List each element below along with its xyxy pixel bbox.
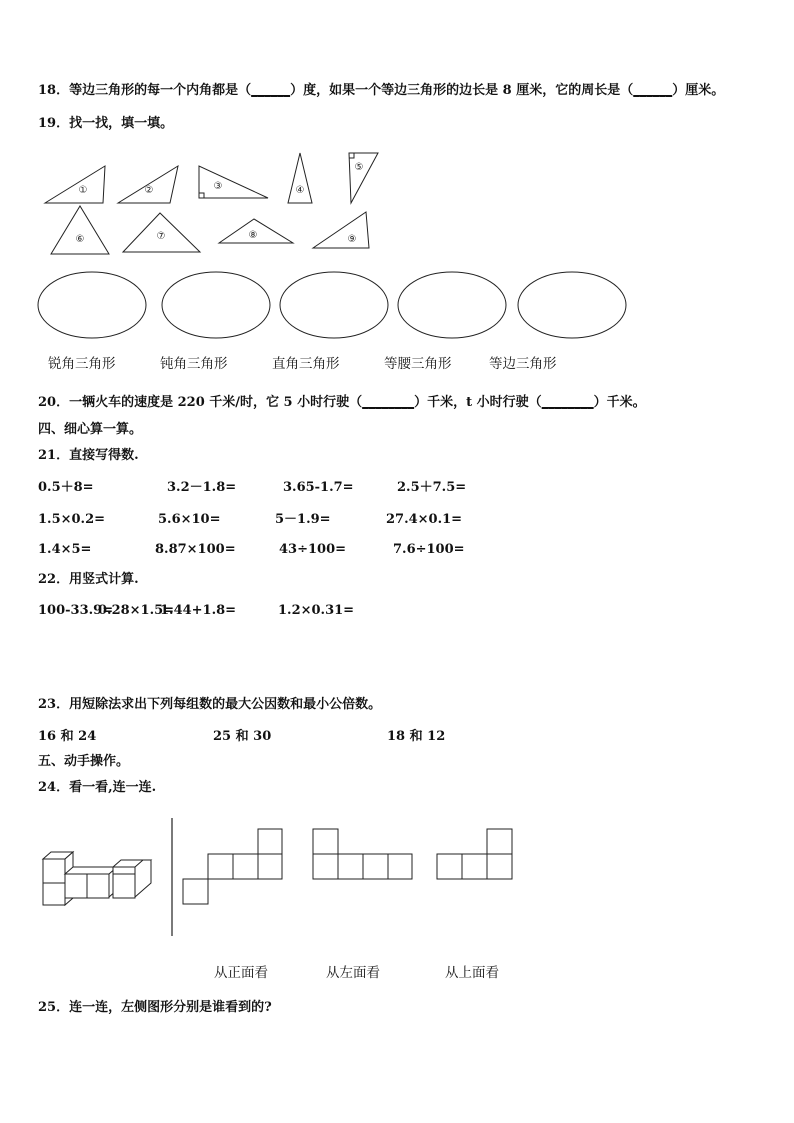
category-label: 锐角三角形 — [48, 356, 116, 372]
calc-item: 3.65-1.7= — [283, 480, 354, 495]
vertical-calc-item: 1.2×0.31= — [278, 603, 355, 618]
answer-blank[interactable]: ______ — [633, 83, 673, 98]
question-title: 看一看,连一连. — [69, 780, 157, 795]
question-title: 用竖式计算. — [69, 572, 139, 587]
calc-item: 1.4×5= — [38, 542, 92, 557]
question-title: 直接写得数. — [69, 448, 139, 463]
calc-item: 5－1.9= — [275, 512, 331, 527]
answer-blank[interactable]: ________ — [541, 395, 594, 410]
triangle-label: ⑧ — [248, 230, 258, 241]
question-text: ）千米，t 小时行驶（ — [414, 395, 542, 410]
view-grid-1 — [183, 829, 282, 904]
triangle-label: ④ — [295, 185, 305, 196]
category-label: 钝角三角形 — [160, 356, 228, 372]
view-grid-2 — [313, 829, 412, 879]
view-label: 从左面看 — [326, 965, 380, 981]
category-label: 直角三角形 — [272, 356, 340, 372]
answer-blank[interactable]: ________ — [362, 395, 415, 410]
triangle-label: ① — [78, 185, 88, 196]
question-number: 19． — [38, 116, 70, 131]
question-number: 25． — [38, 1000, 70, 1015]
vertical-calc-item: 0.28×1.5= — [98, 603, 175, 618]
view-label: 从正面看 — [214, 965, 268, 981]
number-pair: 18 和 12 — [387, 729, 446, 744]
calc-item: 1.5×0.2= — [38, 512, 106, 527]
section-heading: 五、动手操作。 — [38, 754, 130, 769]
vertical-calc-item: 100-33.9= — [38, 603, 114, 618]
number-pair: 16 和 24 — [38, 729, 97, 744]
triangle-label: ⑦ — [156, 231, 166, 242]
calc-item: 27.4×0.1= — [386, 512, 463, 527]
triangle-label: ③ — [213, 181, 223, 192]
calc-item: 5.6×10= — [158, 512, 221, 527]
question-title: 找一找，填一填。 — [69, 116, 174, 131]
question-text: ）度，如果一个等边三角形的边长是 8 厘米，它的周长是（ — [290, 83, 634, 98]
calc-item: 43÷100= — [279, 542, 347, 557]
calc-item: 0.5＋8= — [38, 480, 94, 495]
category-label: 等边三角形 — [489, 356, 557, 372]
cube-solid — [43, 852, 151, 905]
question-title: 连一连，左侧图形分别是谁看到的? — [69, 1000, 272, 1015]
calc-item: 8.87×100= — [155, 542, 236, 557]
question-text: ）千米。 — [593, 395, 646, 410]
question-number: 21． — [38, 448, 70, 463]
vertical-calc-item: 1.44+1.8= — [160, 603, 237, 618]
question-25 — [38, 1000, 272, 1016]
triangle-label: ⑥ — [75, 234, 85, 245]
question-text: 等边三角形的每一个内角都是（ — [69, 83, 252, 98]
calc-item: 2.5＋7.5= — [397, 480, 467, 495]
number-pair: 25 和 30 — [213, 729, 272, 744]
question-number: 22． — [38, 572, 70, 587]
question-number: 20． — [38, 395, 70, 410]
question-title: 用短除法求出下列每组数的最大公因数和最小公倍数。 — [69, 697, 382, 712]
calc-item: 3.2－1.8= — [167, 480, 237, 495]
question-number: 24． — [38, 780, 70, 795]
triangle-label: ⑨ — [347, 234, 357, 245]
view-grid-3 — [437, 829, 512, 879]
question-text: ）厘米。 — [672, 83, 725, 98]
section-heading: 四、细心算一算。 — [38, 422, 143, 437]
triangle-label: ② — [144, 185, 154, 196]
triangle-label: ⑤ — [354, 162, 364, 173]
question-number: 23． — [38, 697, 70, 712]
question-number: 18． — [38, 83, 70, 98]
question-text: 一辆火车的速度是 220 千米/时，它 5 小时行驶（ — [69, 395, 363, 410]
calc-item: 7.6÷100= — [393, 542, 465, 557]
category-label: 等腰三角形 — [384, 356, 452, 372]
view-label: 从上面看 — [445, 965, 499, 981]
answer-blank[interactable]: ______ — [251, 83, 291, 98]
